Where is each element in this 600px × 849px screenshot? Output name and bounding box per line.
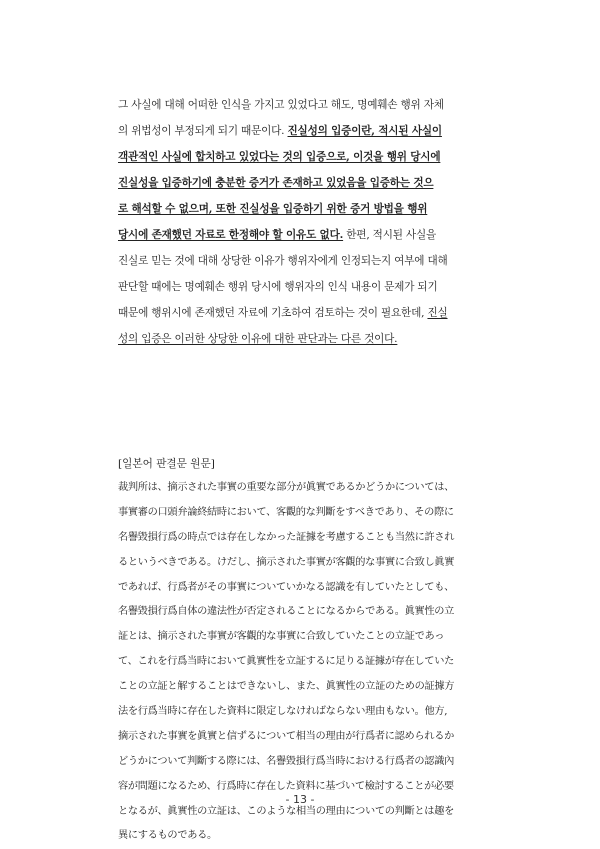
korean-text-line bbox=[118, 170, 490, 196]
text-segment: 진실로 믿는 것에 대해 상당한 이유가 행위자에게 인정되는지 여부에 대해 bbox=[118, 255, 448, 267]
japanese-text-line: て、これを行爲当時において眞實性を立証するに足りる証據が存在していた bbox=[118, 656, 454, 668]
emphasized-text: 객관적인 사실에 합치하고 있었다는 것의 입증으로, 이것을 행위 당시에 bbox=[118, 151, 441, 163]
japanese-text-line: 異にするものである。 bbox=[118, 830, 217, 842]
japanese-text-line: るというべきである。けだし、摘示された事實が客觀的な事實に合致し眞實 bbox=[118, 556, 455, 568]
text-segment: 그 사실에 대해 어떠한 인식을 가지고 있었다고 해도, 명예훼손 행위 자체 bbox=[118, 99, 444, 111]
japanese-text-line: となるが、眞實性の立証は、このような相当の理由についての判斷とは趣を bbox=[118, 805, 454, 817]
japanese-text-line: 証とは、摘示された事實が客觀的な事實に合致していたことの立証であっ bbox=[118, 631, 445, 643]
japanese-text-line: どうかについて判斷する際には、名譽毀損行爲当時における行爲者の認識內 bbox=[118, 755, 454, 767]
korean-text-line bbox=[118, 222, 490, 248]
japanese-text-line: 名譽毀損行爲の時点では存在しなかった証據を考慮することも当然に許され bbox=[118, 531, 455, 543]
japanese-original-heading: [일본어 판결문 원문] bbox=[118, 458, 215, 470]
underlined-text: 성의 입증은 이러한 상당한 이유에 대한 판단과는 다른 것이다. bbox=[118, 333, 398, 345]
japanese-text-line: 容が問題になるため、行爲時に存在した資料に基づいて檢討することが必要 bbox=[118, 780, 454, 792]
korean-text-line bbox=[118, 300, 490, 326]
text-segment: 의 위법성이 부정되게 되기 때문이다. bbox=[118, 125, 288, 137]
korean-text-line bbox=[118, 144, 490, 170]
korean-text-line bbox=[118, 118, 490, 144]
korean-text-line bbox=[118, 326, 490, 352]
japanese-text-line: 名譽毀損行爲自体の違法性が否定されることになるからである。眞實性の立 bbox=[118, 606, 455, 618]
korean-text-line bbox=[118, 92, 490, 118]
japanese-text-line: ことの立証と解することはできないし、また、眞實性の立証のための証據方 bbox=[118, 681, 455, 693]
japanese-text-line: 法を行爲当時に存在した資料に限定しなければならない理由もない。他方, bbox=[118, 706, 448, 718]
text-segment: 판단할 때에는 명예훼손 행위 당시에 행위자의 인식 내용이 문제가 되기 bbox=[118, 281, 438, 293]
korean-text-line bbox=[118, 274, 490, 300]
korean-text-line bbox=[118, 248, 490, 274]
text-segment: 한편, 적시된 사실을 bbox=[343, 229, 437, 241]
emphasized-text: 로 해석할 수 없으며, 또한 진실성을 입증하기 위한 증거 방법을 행위 bbox=[118, 203, 428, 215]
korean-translation-body bbox=[118, 92, 490, 352]
text-segment: 때문에 행위시에 존재했던 자료에 기초하여 검토하는 것이 필요한데, bbox=[118, 307, 428, 319]
underlined-text: 진실 bbox=[427, 307, 448, 319]
korean-text-line bbox=[118, 196, 490, 222]
japanese-text-line: であれば、行爲者がその事實についていかなる認識を有していたとしても、 bbox=[118, 581, 454, 593]
japanese-text-line: 摘示された事實を眞實と信ずるについて相当の理由が行爲者に認められるか bbox=[118, 730, 454, 742]
emphasized-text: 당시에 존재했던 자료로 한정해야 할 이유도 없다. bbox=[118, 229, 344, 241]
emphasized-text: 진실성을 입증하기에 충분한 증거가 존재하고 있었음을 입증하는 것으 bbox=[118, 177, 434, 189]
japanese-text-line: 裁判所は、摘示された事實の重要な部分が眞實であるかどうかについては、 bbox=[118, 482, 454, 493]
japanese-text-line: 事實審の口頭弁論終結時において、客觀的な判斷をすべきであり、その際に bbox=[118, 506, 454, 518]
emphasized-text: 진실성의 입증이란, 적시된 사실이 bbox=[287, 125, 442, 137]
page-number: - 13 - bbox=[285, 793, 315, 806]
